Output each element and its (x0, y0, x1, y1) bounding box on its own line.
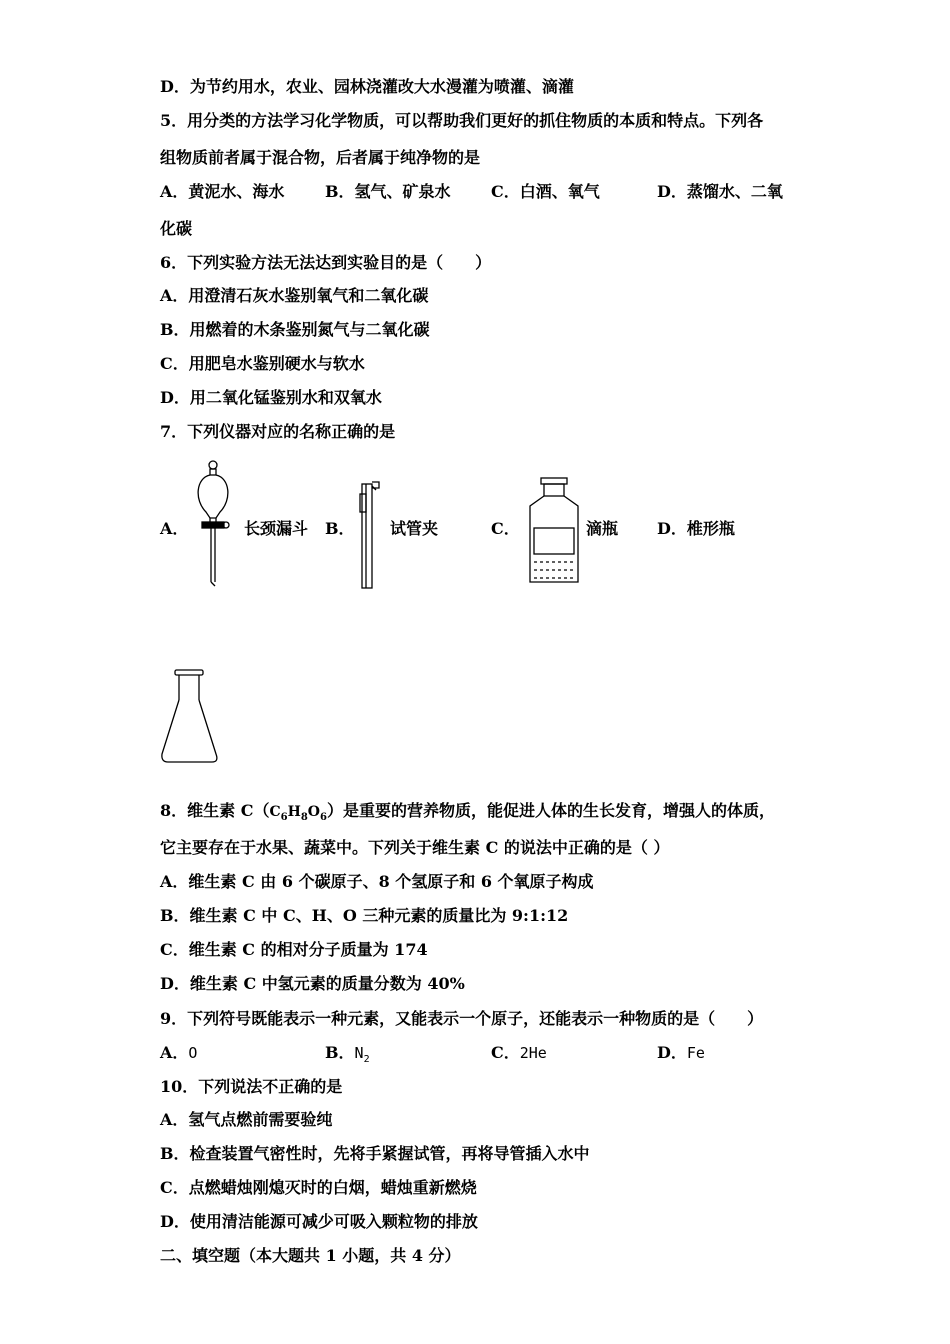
test-tube-holder-icon (352, 476, 386, 590)
q8-option-c: C．维生素 C 的相对分子质量为 174 (160, 940, 428, 959)
q9-option-d: D．Fe (657, 1043, 705, 1062)
q7-option-a-name: 长颈漏斗 (244, 519, 309, 538)
q8-stem-line2: 它主要存在于水果、蔬菜中。下列关于维生素 C 的说法中正确的是（ ） (160, 838, 670, 857)
q5-option-c: C．白酒、氧气 (491, 182, 600, 201)
q5-stem-line1: 5．用分类的方法学习化学物质，可以帮助我们更好的抓住物质的本质和特点。下列各 (160, 111, 764, 130)
q7-option-b-letter: B． (325, 519, 355, 538)
conical-flask-icon (158, 668, 222, 766)
q7-option-c-letter: C． (491, 519, 520, 538)
q8-stem-line1: 8．维生素 $C(C_6H_8O_6)$是重要的营养物质，能促进人体的生长发育，增强人的体质， (160, 801, 775, 823)
q5-option-d: D．蒸馏水、二氧 (657, 182, 783, 201)
q7-option-b-name: 试管夹 (390, 519, 439, 538)
q8-option-d: D．维生素 C 中氢元素的质量分数为 40% (160, 974, 465, 993)
q7-option-d: D．椎形瓶 (657, 519, 735, 538)
q10-stem: 10．下列说法不正确的是 (160, 1077, 343, 1096)
wide-mouth-bottle-icon (524, 474, 584, 586)
q10-option-b: B．检查装置气密性时，先将手紧握试管，再将导管插入水中 (160, 1144, 590, 1163)
q10-option-a: A．氢气点燃前需要验纯 (160, 1110, 333, 1129)
q10-option-d: D．使用清洁能源可减少可吸入颗粒物的排放 (160, 1212, 478, 1231)
q6-option-a: A．用澄清石灰水鉴别氧气和二氧化碳 (160, 286, 429, 305)
q5-option-d-continued: 化碳 (160, 219, 193, 238)
q5-option-b: B．氢气、矿泉水 (325, 182, 451, 201)
separatory-funnel-icon (188, 460, 238, 590)
q9-option-b: B．$N_2$ (325, 1043, 370, 1066)
q8-option-b: B．维生素 C 中 C、H、O 三种元素的质量比为 9:1:12 (160, 906, 569, 925)
q9-option-c: C．2He (491, 1043, 547, 1062)
q5-option-a: A．黄泥水、海水 (160, 182, 285, 201)
q7-option-c-name: 滴瓶 (586, 519, 619, 538)
section-title: 二、填空题（本大题共 1 小题，共 4 分） (160, 1246, 461, 1265)
q5-stem-line2: 组物质前者属于混合物，后者属于纯净物的是 (160, 148, 481, 167)
q6-stem: 6．下列实验方法无法达到实验目的是（ ） (160, 253, 492, 272)
q7-option-a-letter: A． (160, 519, 189, 538)
q6-option-d: D．用二氧化锰鉴别水和双氧水 (160, 388, 382, 407)
q10-option-c: C．点燃蜡烛刚熄灭时的白烟，蜡烛重新燃烧 (160, 1178, 477, 1197)
q9-option-a: A．O (160, 1043, 198, 1062)
q6-option-c: C．用肥皂水鉴别硬水与软水 (160, 354, 365, 373)
q4-option-d: D．为节约用水，农业、园林浇灌改大水漫灌为喷灌、滴灌 (160, 77, 574, 96)
q7-stem: 7．下列仪器对应的名称正确的是 (160, 422, 396, 441)
q9-stem: 9．下列符号既能表示一种元素，又能表示一个原子，还能表示一种物质的是（ ） (160, 1009, 764, 1028)
q6-option-b: B．用燃着的木条鉴别氮气与二氧化碳 (160, 320, 430, 339)
q8-option-a: A．维生素 C 由 6 个碳原子、8 个氢原子和 6 个氧原子构成 (160, 872, 594, 891)
